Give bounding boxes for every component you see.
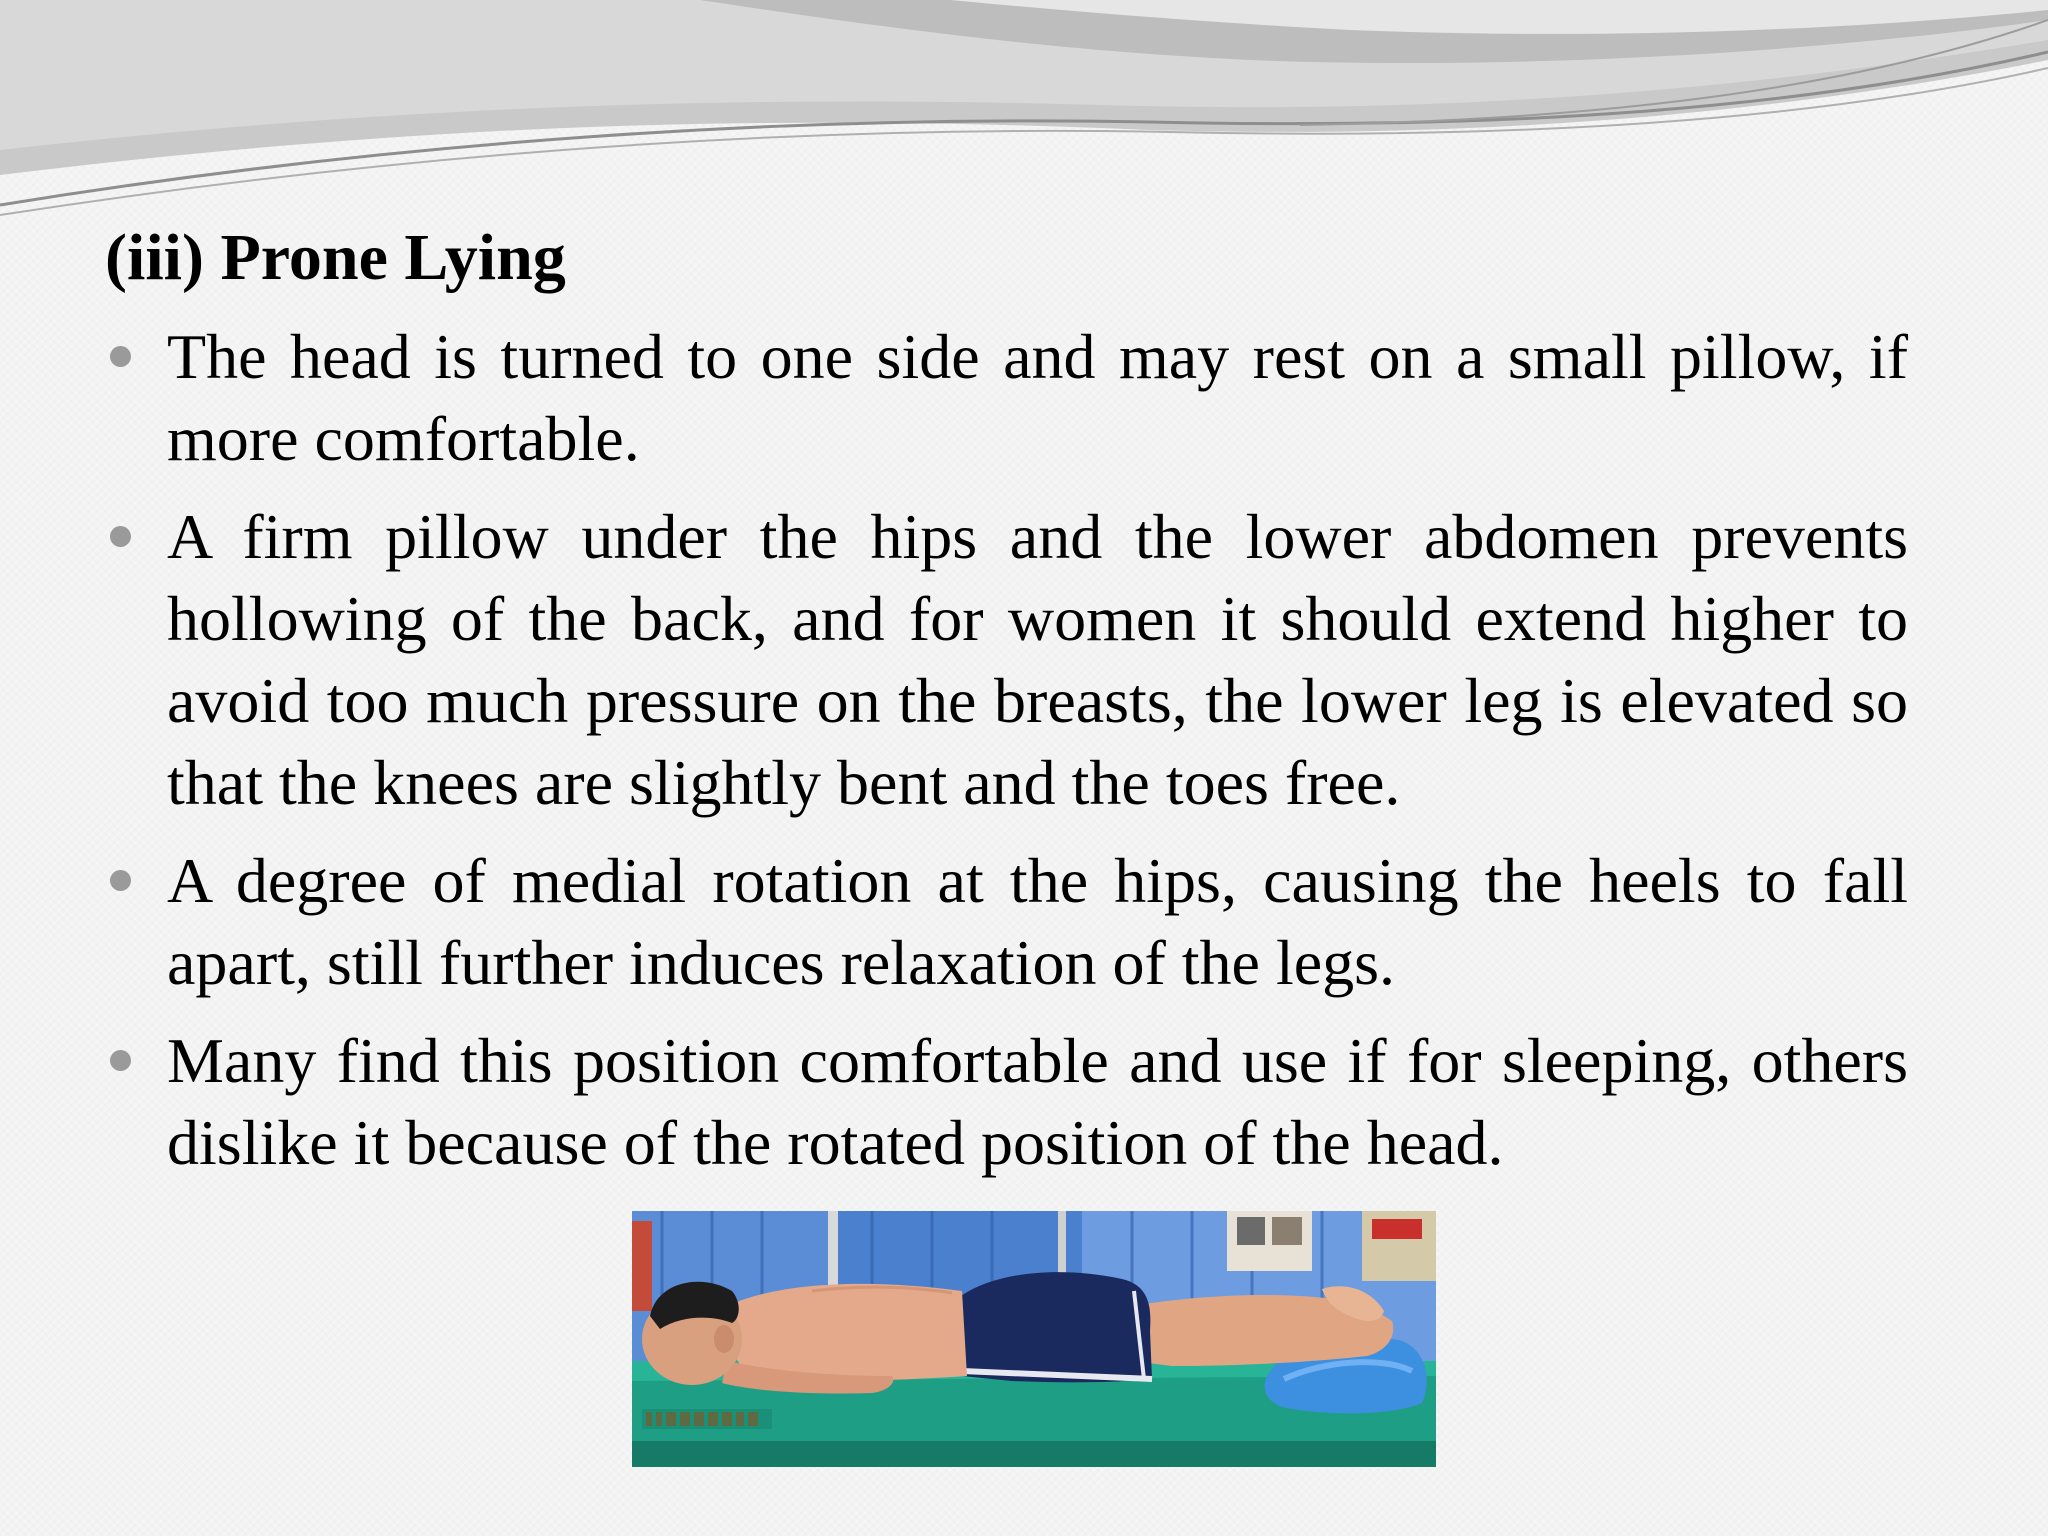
- bullet-item: [105, 316, 1908, 480]
- bullet-dot-icon: [110, 1050, 131, 1071]
- bullet-text: The head is turned to one side and may rest on a small pillow, if more comfortable.: [167, 321, 1908, 474]
- bullet-text: Many find this position comfortable and use if for sleeping, others dislike it because of the rotated position of the head.: [167, 1025, 1908, 1178]
- bullet-item: [105, 840, 1908, 1004]
- slide-title: (iii) Prone Lying: [105, 221, 566, 294]
- prone-lying-illustration: [632, 1211, 1436, 1467]
- bullet-text: A firm pillow under the hips and the lower abdomen prevents hollowing of the back, and for women it should extend higher to avoid too much pressure on the breasts, the lower leg is elevated so that the knees are slightly bent and the toes free.: [167, 501, 1908, 818]
- bullet-dot-icon: [110, 870, 131, 891]
- bullet-item: [105, 496, 1908, 824]
- bullet-list: [105, 316, 1908, 1200]
- header-swoosh-decoration: [0, 0, 2048, 240]
- bullet-dot-icon: [110, 346, 131, 367]
- bullet-item: [105, 1020, 1908, 1184]
- bullet-dot-icon: [110, 526, 131, 547]
- prone-lying-photo: [632, 1211, 1436, 1467]
- bullet-text: A degree of medial rotation at the hips, causing the heels to fall apart, still further induces relaxation of the legs.: [167, 845, 1908, 998]
